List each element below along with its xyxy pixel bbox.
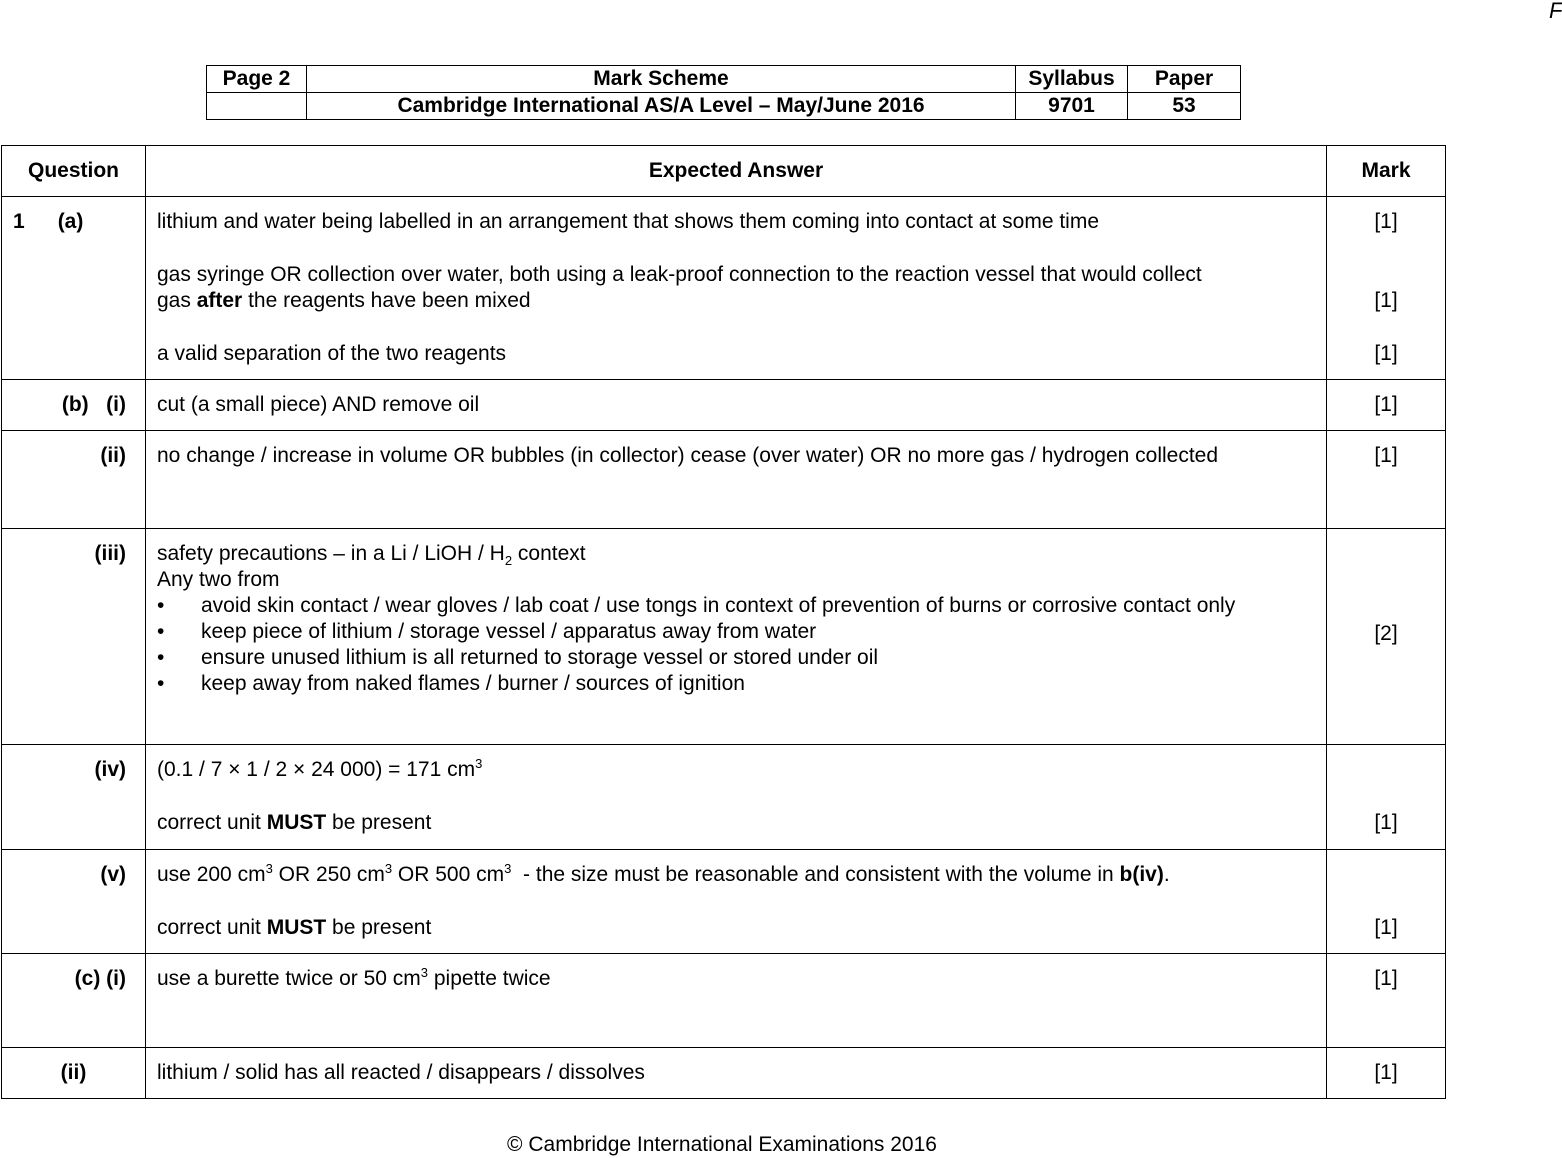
- mark-value: [1]: [1327, 431, 1446, 529]
- header-blank-cell: [207, 93, 307, 120]
- answer-text: be present: [326, 916, 432, 939]
- superscript: 3: [384, 861, 393, 876]
- question-label: (b) (i): [2, 380, 146, 431]
- paper-number: 53: [1128, 93, 1241, 120]
- answer-line: [157, 810, 1315, 836]
- superscript: 3: [265, 861, 273, 876]
- list-item-text: keep away from naked flames / burner / sources of ignition: [201, 672, 745, 695]
- expected-answer: [146, 954, 1327, 1048]
- mark-value: [1]: [1374, 916, 1398, 939]
- answer-text: be present: [326, 811, 432, 834]
- bullet-icon: •: [157, 672, 165, 695]
- answer-emphasis: MUST: [266, 916, 327, 939]
- list-item: [157, 645, 1315, 671]
- answer-text: OR 500 cm: [392, 863, 505, 886]
- question-label: (v): [2, 850, 146, 954]
- syllabus-code: 9701: [1016, 93, 1128, 120]
- page-corner-mark: F: [1549, 0, 1562, 23]
- answer-line: [157, 541, 1315, 567]
- answer-line: [157, 288, 1315, 314]
- answer-line: Any two from: [157, 568, 280, 591]
- list-item: [157, 593, 1315, 619]
- column-header-question: Question: [2, 146, 146, 197]
- answer-emphasis: after: [196, 289, 243, 312]
- answer-text: context: [512, 542, 586, 565]
- expected-answer: [146, 529, 1327, 745]
- answer-line: lithium and water being labelled in an arrangement that shows them coming into contact at some time: [157, 210, 1100, 233]
- superscript: 3: [504, 861, 512, 876]
- column-header-answer: Expected Answer: [146, 146, 1327, 197]
- header-row-2: [207, 93, 1241, 120]
- expected-answer: cut (a small piece) AND remove oil: [146, 380, 1327, 431]
- bullet-list: [157, 593, 1315, 697]
- answer-text: use a burette twice or 50 cm: [157, 967, 421, 990]
- question-number: 1: [13, 210, 25, 233]
- answer-text: OR 250 cm: [272, 863, 385, 886]
- answer-line: [157, 862, 1315, 888]
- answer-text: gas: [157, 289, 197, 312]
- mark-value: [1]: [1327, 1048, 1446, 1099]
- question-part: (a): [57, 210, 84, 233]
- page-number: Page 2: [207, 66, 307, 93]
- answer-text: the reagents have been mixed: [242, 289, 531, 312]
- expected-answer: [146, 745, 1327, 850]
- list-item: [157, 619, 1315, 645]
- mark-cell: [1327, 850, 1446, 954]
- answer-text: use 200 cm: [157, 863, 266, 886]
- table-row: [2, 850, 1446, 954]
- list-item-text: ensure unused lithium is all returned to storage vessel or stored under oil: [201, 646, 879, 669]
- superscript: 3: [420, 965, 429, 980]
- answer-line: gas syringe OR collection over water, both using a leak-proof connection to the reaction vessel that would collect: [157, 263, 1202, 286]
- mark-scheme-table: [1, 145, 1446, 1099]
- mark-value: [1]: [1374, 210, 1398, 233]
- list-item-text: keep piece of lithium / storage vessel / apparatus away from water: [201, 620, 817, 643]
- copyright-footer: © Cambridge International Examinations 2016: [507, 1133, 937, 1156]
- header-row-1: [207, 66, 1241, 93]
- answer-line: [157, 757, 1315, 783]
- answer-text: .: [1163, 863, 1170, 886]
- table-row: [2, 745, 1446, 850]
- table-row: [2, 1048, 1446, 1099]
- answer-emphasis: b(iv): [1119, 863, 1164, 886]
- mark-value: [1]: [1374, 289, 1398, 312]
- bullet-icon: •: [157, 594, 165, 617]
- bullet-icon: •: [157, 620, 165, 643]
- answer-line: [157, 915, 1315, 941]
- subscript: 2: [504, 553, 513, 569]
- mark-cell: [1327, 197, 1446, 380]
- syllabus-label: Syllabus: [1016, 66, 1128, 93]
- question-label: [2, 197, 146, 380]
- table-row: [2, 431, 1446, 529]
- answer-text: correct unit: [157, 811, 267, 834]
- answer-emphasis: MUST: [266, 811, 327, 834]
- expected-answer: lithium / solid has all reacted / disappears / dissolves: [146, 1048, 1327, 1099]
- mark-cell: [1327, 529, 1446, 745]
- answer-text: - the size must be reasonable and consistent with the volume in: [511, 863, 1120, 886]
- question-label: (c) (i): [2, 954, 146, 1048]
- table-header-row: [2, 146, 1446, 197]
- expected-answer: [146, 197, 1327, 380]
- answer-text: correct unit: [157, 916, 267, 939]
- qualification-title: Cambridge International AS/A Level – May/June 2016: [307, 93, 1016, 120]
- paper-label: Paper: [1128, 66, 1241, 93]
- mark-value: [1]: [1327, 954, 1446, 1048]
- question-label: (iii): [2, 529, 146, 745]
- mark-value: [1]: [1374, 811, 1398, 834]
- table-row: [2, 197, 1446, 380]
- column-header-mark: Mark: [1327, 146, 1446, 197]
- list-item-text: avoid skin contact / wear gloves / lab coat / use tongs in context of prevention of burns or corrosive contact only: [201, 594, 1236, 617]
- table-row: [2, 380, 1446, 431]
- answer-text: pipette twice: [428, 967, 551, 990]
- mark-value: [2]: [1374, 621, 1398, 645]
- mark-value: [1]: [1374, 342, 1398, 365]
- answer-text: safety precautions – in a Li / LiOH / H: [157, 542, 505, 565]
- question-label: (iv): [2, 745, 146, 850]
- mark-value: [1]: [1327, 380, 1446, 431]
- bullet-icon: •: [157, 646, 165, 669]
- expected-answer: [146, 850, 1327, 954]
- answer-line: a valid separation of the two reagents: [157, 342, 507, 365]
- document-type: Mark Scheme: [307, 66, 1016, 93]
- document-header-table: [206, 65, 1241, 120]
- question-label: (ii): [2, 431, 146, 529]
- expected-answer: no change / increase in volume OR bubbles (in collector) cease (over water) OR no more gas / hydrogen collected: [146, 431, 1327, 529]
- answer-text: (0.1 / 7 × 1 / 2 × 24 000) = 171 cm: [157, 758, 476, 781]
- question-label: (ii): [2, 1048, 146, 1099]
- superscript: 3: [475, 756, 483, 771]
- table-row: [2, 529, 1446, 745]
- list-item: [157, 671, 1315, 697]
- table-row: [2, 954, 1446, 1048]
- mark-cell: [1327, 745, 1446, 850]
